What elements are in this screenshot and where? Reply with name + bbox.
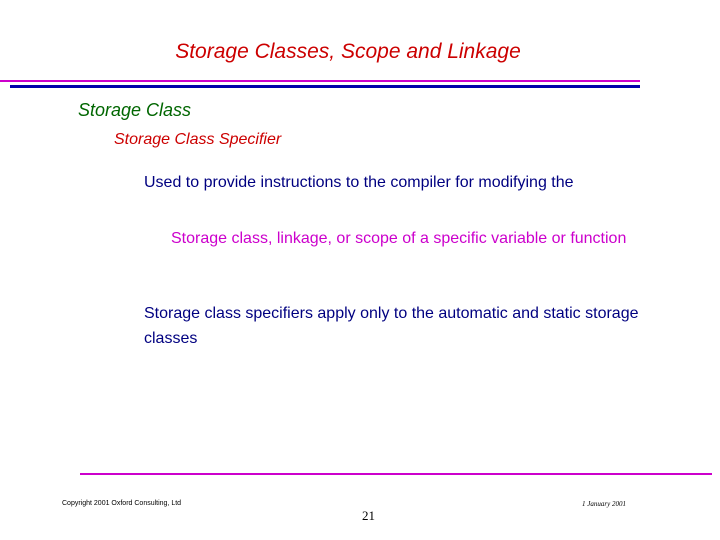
section-heading: Storage Class [78,100,192,120]
footer-date: 1 January 2001 [582,500,626,508]
body-paragraph: Storage class specifiers apply only to the automatic and static storage classes [144,305,639,347]
section-subheading: Storage Class Specifier [114,131,282,148]
title-divider [0,80,640,82]
highlighted-paragraph: Storage class, linkage, or scope of a specific variable or function [171,230,627,247]
body-paragraph: Used to provide instructions to the compiler for modifying the [144,174,574,191]
footer-divider [80,473,712,475]
footer-copyright: Copyright 2001 Oxford Consulting, Ltd [62,500,182,507]
slide-title: Storage Classes, Scope and Linkage [175,40,521,63]
page-number: 21 [362,508,375,523]
title-divider-secondary [10,85,640,88]
